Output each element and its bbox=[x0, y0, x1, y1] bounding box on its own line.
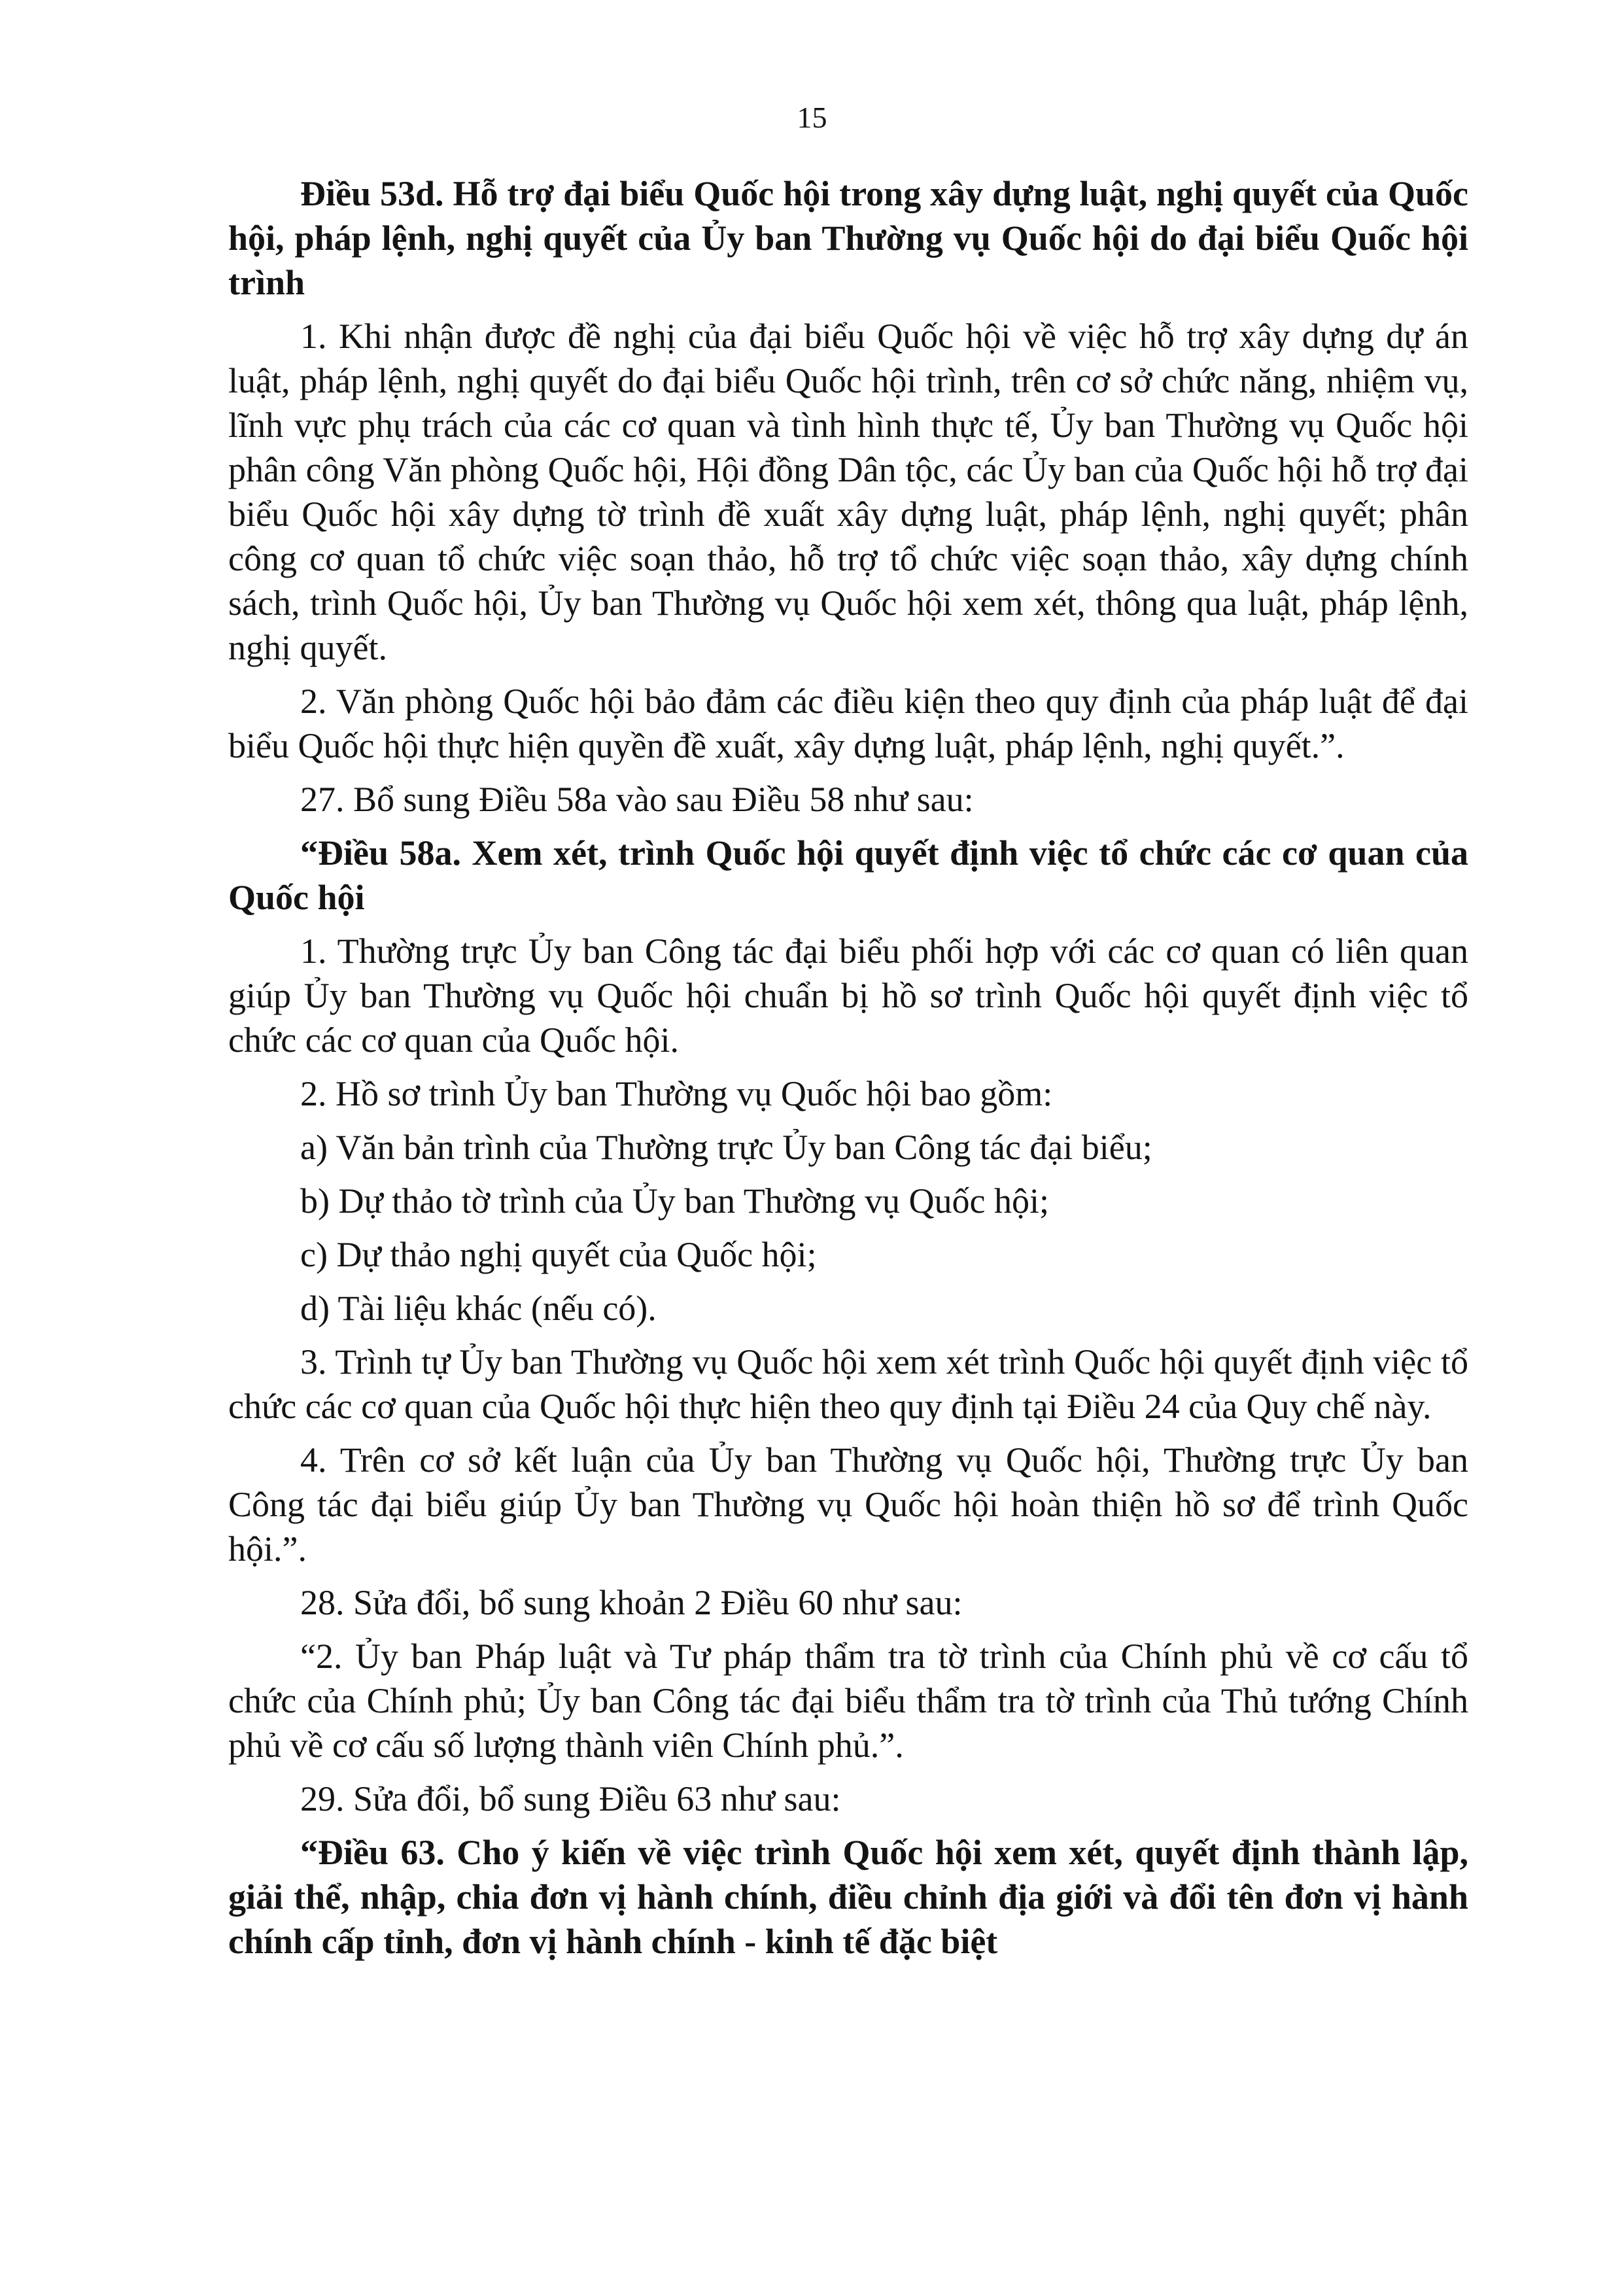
article-58a-heading: “Điều 58a. Xem xét, trình Quốc hội quyết định việc tổ chức các cơ quan của Quốc hội bbox=[228, 833, 1468, 917]
amendment-28: 28. Sửa đổi, bổ sung khoản 2 Điều 60 như sau: bbox=[300, 1583, 963, 1622]
amendment-29: 29. Sửa đổi, bổ sung Điều 63 như sau: bbox=[300, 1779, 841, 1818]
article-58a-clause-4: 4. Trên cơ sở kết luận của Ủy ban Thường vụ Quốc hội, Thường trực Ủy ban Công tác đại biểu giúp Ủy ban Thường vụ Quốc hội hoàn thiện hồ sơ để trình Quốc hội.”. bbox=[228, 1440, 1468, 1569]
article-60-clause-2: “2. Ủy ban Pháp luật và Tư pháp thẩm tra tờ trình của Chính phủ về cơ cấu tổ chức của Chính phủ; Ủy ban Công tác đại biểu thẩm tra tờ trình của Thủ tướng Chính phủ về cơ cấu số lượng thành viên Chính phủ.”. bbox=[228, 1637, 1468, 1765]
article-58a-clause-3: 3. Trình tự Ủy ban Thường vụ Quốc hội xem xét trình Quốc hội quyết định việc tổ chức các cơ quan của Quốc hội thực hiện theo quy định tại Điều 24 của Quy chế này. bbox=[228, 1342, 1468, 1426]
article-58a-item-d: d) Tài liệu khác (nếu có). bbox=[300, 1289, 657, 1328]
amendment-27: 27. Bổ sung Điều 58a vào sau Điều 58 như sau: bbox=[300, 780, 974, 819]
page-number: 15 bbox=[797, 101, 827, 134]
article-53d-heading: Điều 53d. Hỗ trợ đại biểu Quốc hội trong xây dựng luật, nghị quyết của Quốc hội, pháp lệnh, nghị quyết của Ủy ban Thường vụ Quốc hội do đại biểu Quốc hội trình bbox=[228, 174, 1468, 302]
article-63-heading: “Điều 63. Cho ý kiến về việc trình Quốc hội xem xét, quyết định thành lập, giải thể, nhập, chia đơn vị hành chính, điều chỉnh địa giới và đổi tên đơn vị hành chính cấp tỉnh, đơn vị hành chính - kinh tế đặc biệt bbox=[228, 1833, 1468, 1961]
article-58a-item-c: c) Dự thảo nghị quyết của Quốc hội; bbox=[300, 1235, 817, 1274]
article-58a-item-a: a) Văn bản trình của Thường trực Ủy ban Công tác đại biểu; bbox=[300, 1128, 1152, 1167]
document-body bbox=[228, 171, 1468, 1964]
article-58a-item-b: b) Dự thảo tờ trình của Ủy ban Thường vụ Quốc hội; bbox=[300, 1181, 1049, 1221]
article-53d-clause-1: 1. Khi nhận được đề nghị của đại biểu Quốc hội về việc hỗ trợ xây dựng dự án luật, pháp lệnh, nghị quyết do đại biểu Quốc hội trình, trên cơ sở chức năng, nhiệm vụ, lĩnh vực phụ trách của các cơ quan và tình hình thực tế, Ủy ban Thường vụ Quốc hội phân công Văn phòng Quốc hội, Hội đồng Dân tộc, các Ủy ban của Quốc hội hỗ trợ đại biểu Quốc hội xây dựng tờ trình đề xuất xây dựng luật, pháp lệnh, nghị quyết; phân công cơ quan tổ chức việc soạn thảo, hỗ trợ tổ chức việc soạn thảo, xây dựng chính sách, trình Quốc hội, Ủy ban Thường vụ Quốc hội xem xét, thông qua luật, pháp lệnh, nghị quyết. bbox=[228, 317, 1468, 667]
article-53d-clause-2: 2. Văn phòng Quốc hội bảo đảm các điều kiện theo quy định của pháp luật để đại biểu Quốc hội thực hiện quyền đề xuất, xây dựng luật, pháp lệnh, nghị quyết.”. bbox=[228, 682, 1468, 765]
article-58a-clause-2: 2. Hồ sơ trình Ủy ban Thường vụ Quốc hội bao gồm: bbox=[300, 1074, 1053, 1113]
article-58a-clause-1: 1. Thường trực Ủy ban Công tác đại biểu phối hợp với các cơ quan có liên quan giúp Ủy ban Thường vụ Quốc hội chuẩn bị hồ sơ trình Quốc hội quyết định việc tổ chức các cơ quan của Quốc hội. bbox=[228, 931, 1468, 1060]
